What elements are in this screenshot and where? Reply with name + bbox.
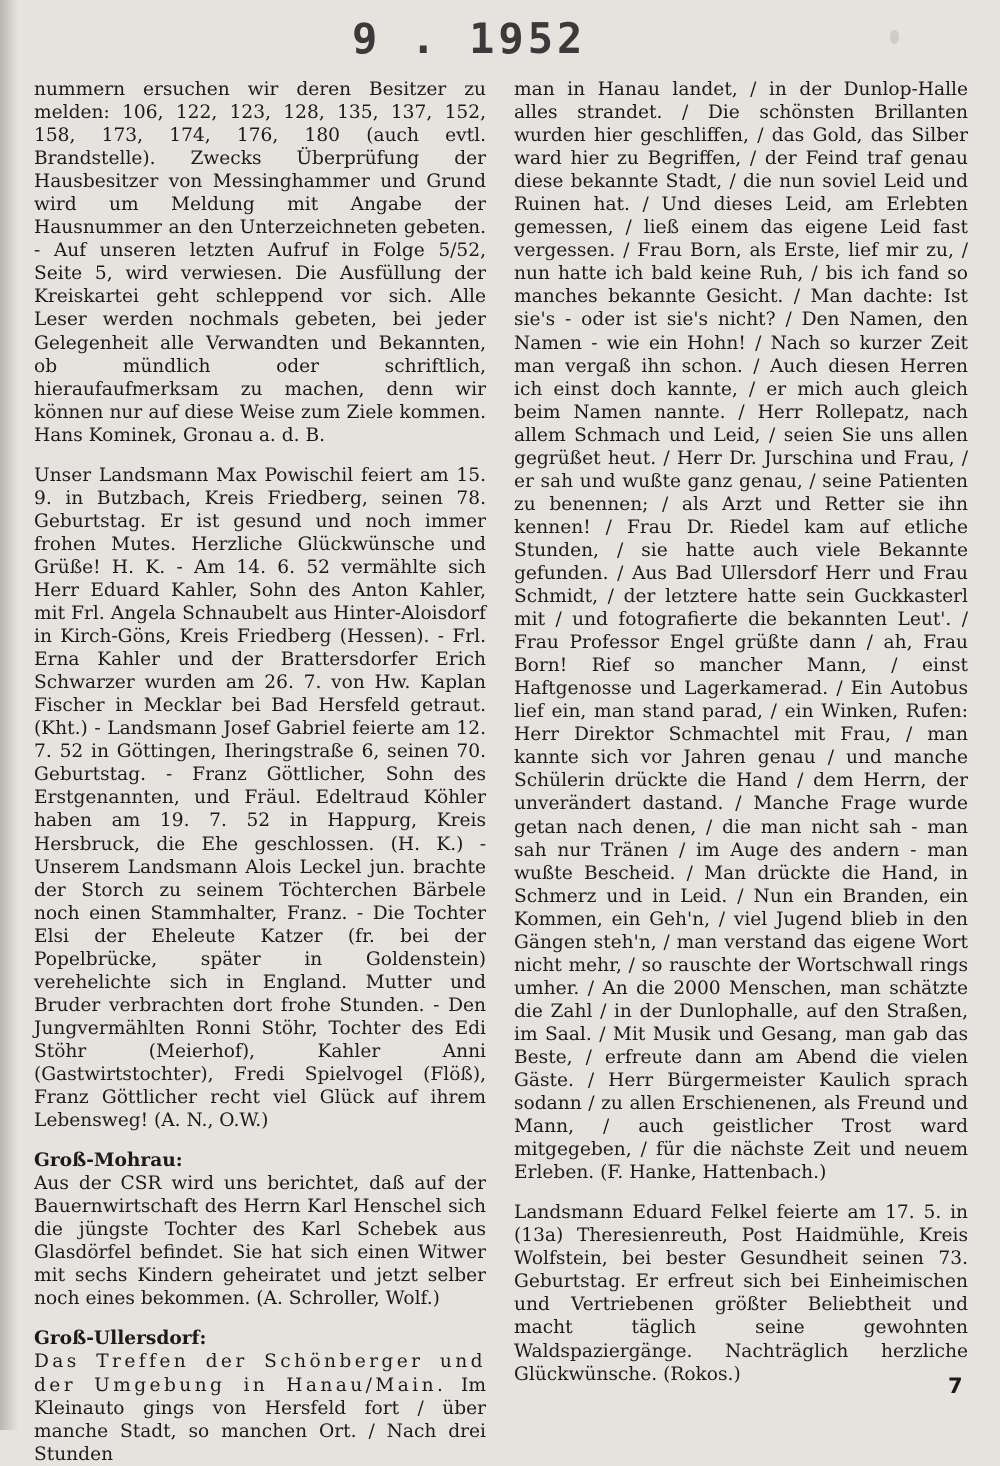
notice-family-news: Unser Landsmann Max Powischil feiert am 15. 9. in Butzbach, Kreis Friedberg, seinen 78. Geburtstag. Er ist gesund und noch immer frohen Mutes. Herzliche Glückwünsche und Grüße! H. K. - Am 14. 6. 52 vermählte sich Herr Eduard Kahler, Sohn des Anton Kahler, mit Frl. Angela Schnaubelt aus Hinter-Aloisdorf in Kirch-Göns, Kreis Friedberg (Hessen). - Frl. Erna Kahler und der Brattersdorfer Erich Schwarzer wurden am 26. 7. von Hw. Kaplan Fischer in Mecklar bei Bad Hersfeld getraut. (Kht.) - Landsmann Josef Gabriel feierte am 12. 7. 52 in Göttingen, Iheringstraße 6, seinen 70. Geburtstag. - Franz Göttlicher, Sohn des Erstgenannten, und Fräul. Edeltraud Köhler haben am 19. 7. 52 in Happurg, Kreis Hersbruck, die Ehe geschlossen. (H. K.) - Unserem Landsmann Alois Leckel jun. brachte der Storch zu seinem Töchterchen Bärbele noch einen Stammhalter, Franz. - Die Tochter Elsi der Eheleute Katzer (fr. bei der Popelbrücke, später in Goldenstein) verehelichte sich in England. Mutter und Bruder verbrachten dort frohe Stunden. - Den Jungvermählten Ronni Stöhr, Tochter des Edi Stöhr (Meierhof), Kahler Anni (Gastwirtstochter), Fredi Spielvogel (Flöß), Franz Göttlicher recht viel Glück auf ihrem Lebensweg! (A. N., O.W.) — [34, 464, 486, 1132]
notice-csr-report: Aus der CSR wird uns berichtet, daß auf der Bauernwirtschaft des Herrn Karl Henschel sich die jüngste Tochter des Karl Schebek aus Glasdörfel befindet. Sie hat sich einen Witwer mit sechs Kindern geheiratet und jetzt selber noch eines bekommen. (A. Schroller, Wolf.) — [34, 1173, 486, 1310]
notice-felkel-birthday: Landsmann Eduard Felkel feierte am 17. 5. in (13a) Theresienreuth, Post Haidmühle, Kreis Wolfstein, bei bester Gesundheit seinen 73. Geburtstag. Er erfreut sich bei Einheimischen und Vertriebenen größter Beliebtheit und macht täglich seine gewohnten Waldspaziergänge. Nachträglich herzliche Glückwünsche. (Rokos.) — [514, 1202, 968, 1385]
binding-shadow — [0, 0, 18, 1430]
heading-gross-ullersdorf: Groß-Ullersdorf: — [34, 1328, 207, 1350]
poem-title-spaced: Das Treffen der Schönberger und der Umgebung in Hanau/Main. — [34, 1351, 486, 1396]
notice-house-numbers: nummern ersuchen wir deren Besitzer zu melden: 106, 122, 123, 128, 135, 137, 152, 158, 173, 174, 176, 180 (auch evtl. Brandstelle). Zwecks Überprüfung der Hausbesitzer von Messinghammer und Grund wird um Meldung mit Angabe der Hausnummer an den Unterzeichneten gebeten. - Auf unseren letzten Aufruf in Folge 5/52, Seite 5, wird verwiesen. Die Ausfüllung der Kreiskartei geht schleppend vor sich. Alle Leser werden nochmals gebeten, bei jeder Gelegenheit alle Verwandten und Bekannten, ob mündlich oder schriftlich, hieraufaufmerksam zu machen, denn wir können nur auf diese Weise zum Ziele kommen. Hans Kominek, Gronau a. d. B. — [34, 79, 486, 446]
issue-date-stamp: 9 . 1952 — [352, 14, 587, 63]
page-number: 7 — [948, 1374, 963, 1398]
paper-spot — [890, 30, 899, 44]
right-column — [514, 78, 968, 1386]
poem-opening-lines: Im Kleinauto gings von Hersfeld fort / über manche Stadt, so manchen Ort. / Nach drei Stunden — [34, 1374, 486, 1465]
poem-hanau-meeting-continued: man in Hanau landet, / in der Dunlop-Halle alles strandet. / Die schönsten Brillanten wurden hier geschliffen, / das Gold, das Silber ward hier zu Begriffen, / der Feind traf genau diese bekannte Stadt, / die nun soviel Leid und Ruinen hat. / Und dieses Leid, am Erlebten gemessen, / ließ einem das eigene Leid fast vergessen. / Frau Born, als Erste, lief mir zu, / nun hatte ich bald keine Ruh, / bis ich fand so manches bekannte Gesicht. / Man dachte: Ist sie's - oder ist sie's nicht? / Den Namen, den Namen - wie ein Hohn! / Nach so kurzer Zeit man vergaß ihn schon. / Auch diesen Herren ich einst doch kannte, / er mich auch gleich beim Namen nannte. / Herr Rollepatz, nach allem Schmach und Leid, / seien Sie uns allen gegrüßet heut. / Herr Dr. Jurschina und Frau, / er sah und wußte ganz genau, / seine Patienten zu benennen; / als Arzt und Retter sie ihn kennen! / Frau Dr. Riedel kam auf etliche Stunden, / sie hatte auch viele Bekannte gefunden. / Aus Bad Ullersdorf Herr und Frau Schmidt, / der letztere hatte sein Guckkasterl mit / und fotografierte die bekannten Leut'. / Frau Professor Engel grüßte dann / ah, Frau Born! Rief so mancher Mann, / einst Haftgenosse und Lagerkamerad. / Ein Autobus lief ein, man stand parad, / ein Winken, Rufen: Herr Direktor Schmachtel mit Frau, / man kannte sich vor Jahren genau / und manche Schülerin drückte die Hand / dem Herrn, der unverändert dastand. / Manche Frage wurde getan nach denen, / die man nicht sah - man sah nur Tränen / im Auge des andern - man wußte Bescheid. / Man drückte die Hand, in Schmerz und in Leid. / Nun ein Branden, ein Kommen, ein Geh'n, / viel Jugend blieb in den Gängen steh'n, / man verstand das eigene Wort nicht mehr, / so rauschte der Wortschwall rings umher. / An die 2000 Menschen, man schätzte die Zahl / in der Dunlophalle, auf den Straßen, im Saal. / Mit Musik und Gesang, man gab das Beste, / erfreute dann am Abend die vielen Gäste. / Herr Bürgermeister Kaulich sprach sodann / zu allen Erschienenen, als Freund und Mann, / auch geistlicher Trost ward mitgegeben, / für die nächste Zeit und neuem Erleben. (F. Hanke, Hattenbach.) — [514, 79, 968, 1184]
heading-gross-mohrau: Groß-Mohrau: — [34, 1150, 183, 1172]
poem-hanau-meeting-start — [34, 1350, 486, 1465]
left-column — [34, 78, 486, 1466]
